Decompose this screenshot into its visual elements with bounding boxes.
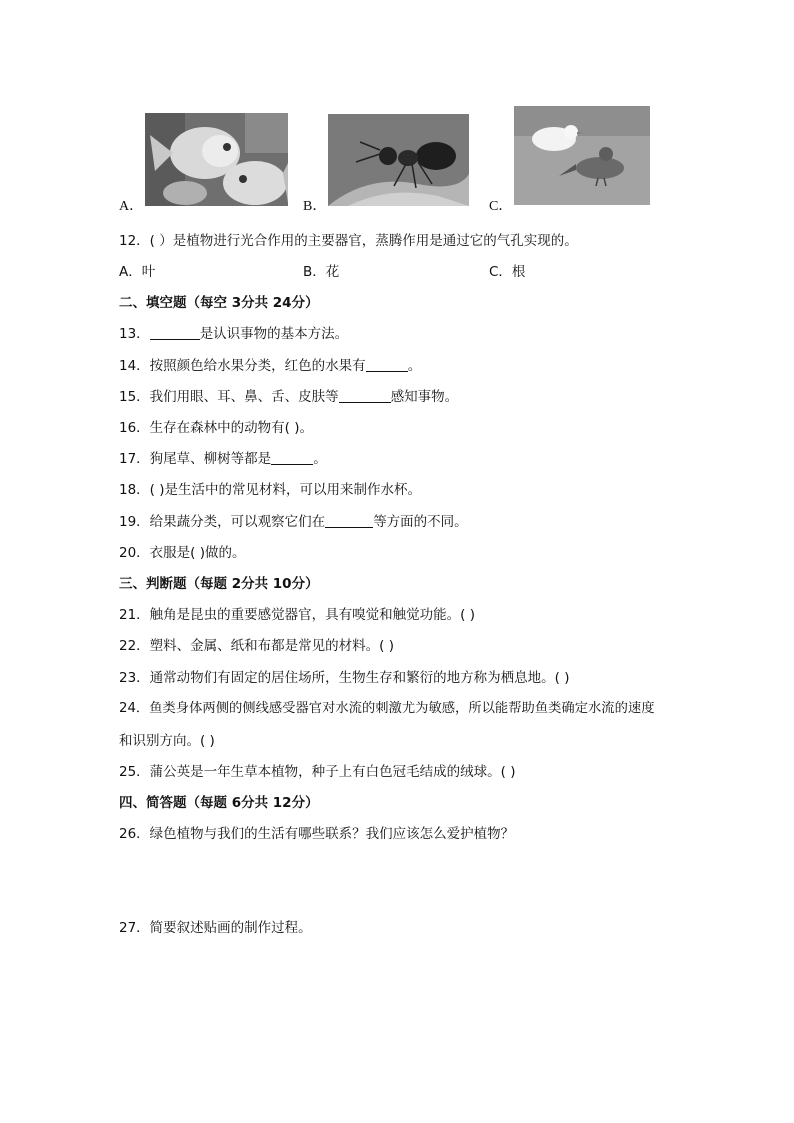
q17-blank (271, 450, 313, 465)
question-18: 18．( )是生活中的常见材料，可以用来制作水杯。 (119, 482, 422, 498)
question-24-line-2: 和识别方向。( ) (119, 733, 215, 749)
q12-option-b: B．花 (303, 264, 340, 280)
goldfish-image (145, 113, 288, 206)
question-22: 22．塑料、金属、纸和布都是常见的材料。( ) (119, 638, 395, 654)
question-16: 16．生存在森林中的动物有( )。 (119, 420, 314, 436)
section-3-heading: 三、判断题（每题 2分共 10分） (119, 576, 319, 592)
question-26: 26．绿色植物与我们的生活有哪些联系？我们应该怎么爱护植物？ (119, 826, 515, 842)
question-17 (119, 447, 327, 467)
q17-prefix: 17．狗尾草、柳树等都是 (119, 451, 272, 467)
q13-prefix: 13． (119, 326, 150, 342)
question-12: 12．( ）是植物进行光合作用的主要器官，蒸腾作用是通过它的气孔实现的。 (119, 233, 578, 249)
section-2-heading: 二、填空题（每空 3分共 24分） (119, 295, 319, 311)
q19-prefix: 19．给果蔬分类，可以观察它们在 (119, 514, 326, 530)
pigeons-illustration (514, 106, 650, 205)
question-25: 25．蒲公英是一年生草本植物，种子上有白色冠毛结成的绒球。( ) (119, 764, 516, 780)
question-23: 23．通常动物们有固定的居住场所，生物生存和繁衍的地方称为栖息地。( ) (119, 670, 570, 686)
q15-suffix: 感知事物。 (390, 389, 459, 405)
q14-suffix: 。 (407, 358, 422, 374)
question-15 (119, 385, 458, 405)
q12-option-a: A．叶 (119, 264, 156, 280)
q12-option-c: C．根 (489, 264, 526, 280)
question-21: 21．触角是昆虫的重要感觉器官，具有嗅觉和触觉功能。( ) (119, 607, 476, 623)
pigeons-image (514, 106, 650, 205)
q17-suffix: 。 (313, 451, 327, 467)
q14-blank (366, 357, 408, 372)
image-option-b-label: B． (303, 199, 327, 214)
image-option-c-label: C． (489, 199, 513, 214)
question-13 (119, 322, 348, 342)
question-19 (119, 510, 468, 530)
ant-illustration (328, 114, 469, 206)
question-24-line-1: 24．鱼类身体两侧的侧线感受器官对水流的刺激尤为敏感，所以能帮助鱼类确定水流的速度 (119, 701, 655, 716)
goldfish-illustration (145, 113, 288, 206)
q13-suffix: 是认识事物的基本方法。 (199, 326, 349, 342)
q15-blank (339, 388, 391, 403)
question-27: 27．简要叙述贴画的制作过程。 (119, 920, 312, 936)
q19-suffix: 等方面的不同。 (373, 514, 468, 530)
ant-image (328, 114, 469, 206)
q13-blank (150, 325, 200, 340)
question-20: 20．衣服是( )做的。 (119, 545, 246, 561)
question-14 (119, 354, 421, 374)
image-option-a-label: A． (119, 199, 144, 214)
q14-prefix: 14．按照颜色给水果分类，红色的水果有 (119, 358, 366, 374)
section-4-heading: 四、简答题（每题 6分共 12分） (119, 795, 319, 811)
q15-prefix: 15．我们用眼、耳、鼻、舌、皮肤等 (119, 389, 339, 405)
q19-blank (325, 513, 373, 528)
